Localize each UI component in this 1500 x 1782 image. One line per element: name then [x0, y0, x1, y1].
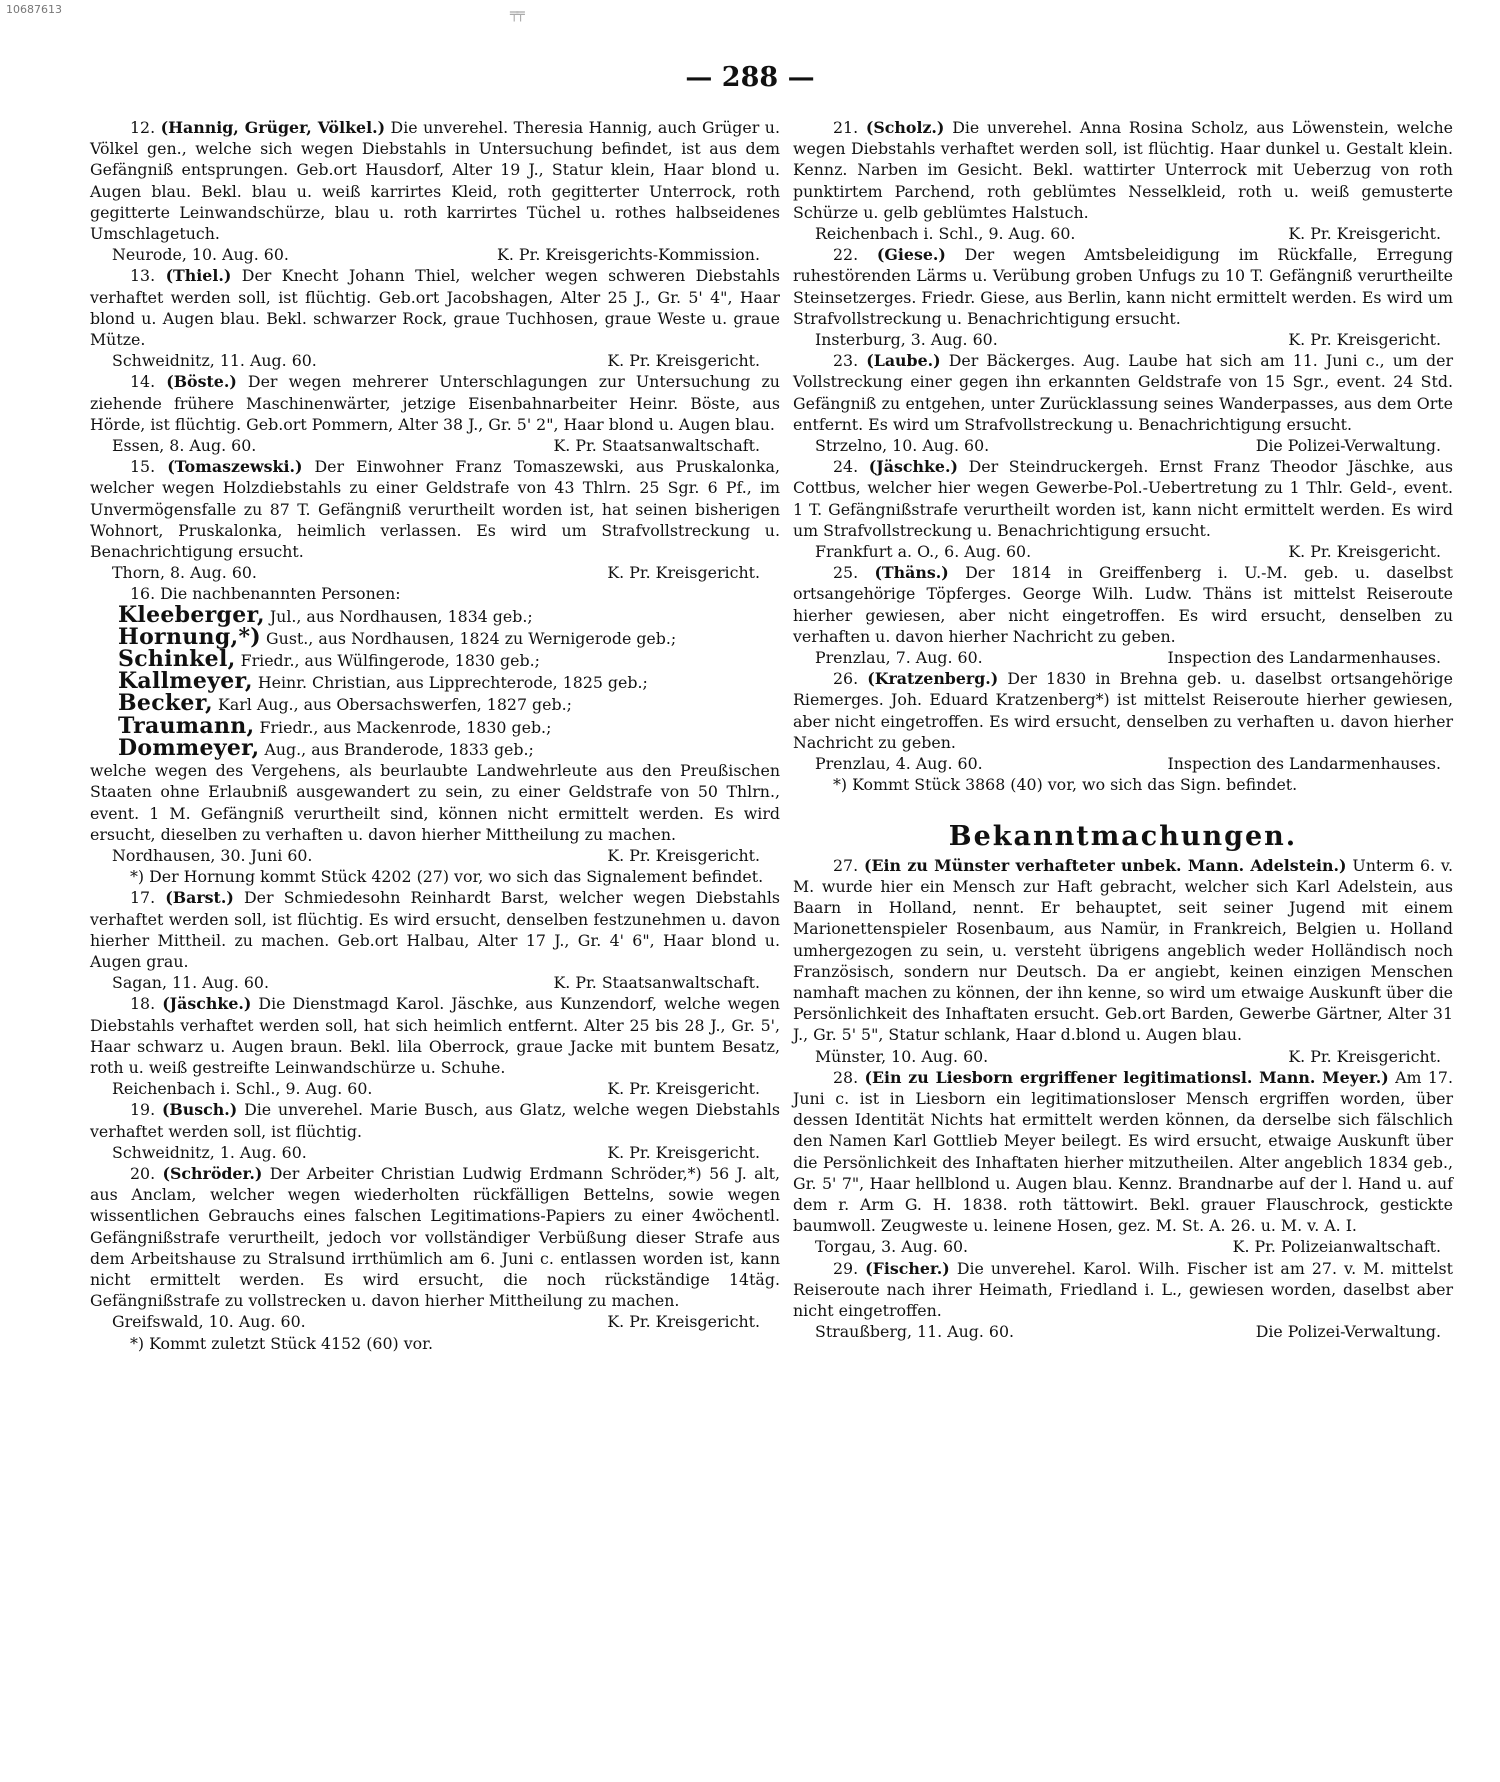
entry-authority: Inspection des Landarmenhauses.: [1167, 754, 1441, 774]
notice-entry: [90, 1163, 780, 1354]
entry-authority: K. Pr. Kreisgericht.: [1288, 330, 1441, 350]
entry-text: Die unverehel. Theresia Hannig, auch Grüger u. Völkel gen., welche sich wegen Diebstahls in Untersuchung befindet, ist aus dem Gefängniß entsprungen. Geb.ort Hausdorf, Alter 19 J., Statur klein, Haar blond u. Augen blau. Bekl. blau u. weiß karrirtes Kleid, roth gegitterter Unterrock, roth gegitterte Leinwandschürze, blau u. roth karrirtes Tüchel u. rothes halbseidenes Umschlagetuch.: [90, 118, 780, 244]
entry-body: [793, 668, 1453, 753]
entry-text: Am 17. Juni c. ist in Liesborn ein legitimationsloser Mensch ergriffen worden, über dessen Identität Nichts hat ermittelt werden können, da derselbe sich fälschlich den Namen Karl Gottlieb Meyer beilegt. Es wird ersucht, etwaige Auskunft über die Persönlichkeit des Inhaftaten hierher mitzutheilen. Alter angeblich 1834 geb., Gr. 5' 7", Haar hellblond u. Augen blau. Kennz. Brandnarbe auf der l. Hand u. auf dem r. Arm G. H. 1838. roth tättowirt. Bekl. grauer Flauschrock, gestickte baumwoll. Zeugweste u. leinene Hosen, gez. M. St. A. 26. u. M. v. A. I.: [793, 1067, 1453, 1236]
right-column: [793, 117, 1453, 1342]
entry-authority: Inspection des Landarmenhauses.: [1167, 648, 1441, 668]
notice-entry: [793, 456, 1453, 562]
person-name: Kallmeyer,: [118, 668, 253, 695]
person-name: Schinkel,: [118, 646, 236, 673]
entry-heading: (Giese.): [876, 245, 946, 265]
entry-heading: (Schröder.): [162, 1163, 263, 1183]
person-details: Jul., aus Nordhausen, 1834 geb.;: [269, 606, 533, 626]
entry-number: 18.: [130, 994, 156, 1014]
entry-heading: (Böste.): [166, 372, 237, 392]
entry-number: 26.: [833, 669, 859, 689]
entry-text: Der Bäckerges. Aug. Laube hat sich am 11. Juni c., um der Vollstreckung einer gegen ihn erkannten Geldstrafe von 15 Sgr., event. 24 Std. Gefängniß zu entgehen, unter Zurücklassung seines Wanderpasses, aus dem Orte entfernt. Es wird um Strafvollstreckung u. Benachrichtigung ersucht.: [793, 351, 1453, 434]
entry-authority: Die Polizei-Verwaltung.: [1255, 436, 1441, 456]
entry-number: 14.: [130, 372, 156, 392]
entry-authority: K. Pr. Staatsanwaltschaft.: [553, 973, 760, 993]
entry-16-intro: 16. Die nachbenannten Personen:: [130, 584, 401, 604]
entry-heading: (Laube.): [866, 351, 941, 371]
entry-number: 20.: [130, 1163, 156, 1183]
person-details: Gust., aus Nordhausen, 1824 zu Wernigerode geb.;: [266, 628, 677, 648]
entry-authority: K. Pr. Kreisgericht.: [607, 1079, 760, 1099]
entry-signature: [793, 1236, 1453, 1257]
entry-place: Insterburg, 3. Aug. 60.: [815, 330, 998, 350]
notice-entry: [793, 668, 1453, 795]
notice-entry: [90, 117, 780, 265]
entry-signature: [793, 1321, 1453, 1342]
entry-text: Der 1830 in Brehna geb. u. daselbst ortsangehörige Riemerges. Joh. Eduard Kratzenberg*) ist mittelst Reiseroute hierher gewiesen, aber nicht eingetroffen. Es wird ersucht, denselben zu verhaften u. davon hierher Nachricht zu geben.: [793, 669, 1453, 752]
entry-heading: (Ein zu Liesborn ergriffener legitimationsl. Mann. Meyer.): [864, 1067, 1389, 1087]
entry-body: [793, 855, 1453, 1046]
entry-heading: (Busch.): [161, 1100, 238, 1120]
notice-entry: [90, 993, 780, 1099]
entry-body: [793, 350, 1453, 435]
entry-authority: K. Pr. Kreisgericht.: [607, 845, 760, 865]
entry-body: [90, 887, 780, 972]
entry-number: 29.: [833, 1258, 859, 1278]
notice-entry: [793, 117, 1453, 244]
notice-entry: [90, 1099, 780, 1163]
notice-entry: [793, 1067, 1453, 1258]
entry-signature: [90, 562, 780, 583]
notice-entry: [793, 350, 1453, 456]
entry-body: [793, 1067, 1453, 1237]
entry-place: Schweidnitz, 11. Aug. 60.: [112, 351, 317, 371]
person-details: Aug., aus Branderode, 1833 geb.;: [264, 739, 534, 759]
page-number: — 288 —: [685, 62, 815, 93]
entry-authority: K. Pr. Kreisgericht.: [607, 1142, 760, 1162]
entry-authority: K. Pr. Kreisgericht.: [1288, 1046, 1441, 1066]
entry-heading: (Ein zu Münster verhafteter unbek. Mann. Adelstein.): [864, 855, 1347, 875]
entry-16-text: welche wegen des Vergehens, als beurlaubte Landwehrleute aus den Preußischen Staaten ohne Erlaubniß ausgewandert zu sein, zu einer Geldstrafe von 50 Thlrn., event. 1 M. Gefängniß verurtheilt sind, können nicht ermittelt werden. Es wird ersucht, dieselben zu verhaften u. davon hierher Mittheilung zu machen.: [90, 761, 780, 844]
entry-signature: [793, 753, 1453, 774]
entry-place: Prenzlau, 4. Aug. 60.: [815, 754, 983, 774]
entry-heading: (Jäschke.): [162, 994, 252, 1014]
entry-heading: (Jäschke.): [868, 457, 958, 477]
entry-number: 22.: [833, 245, 859, 265]
entry-16-signature: [90, 845, 780, 866]
notice-entry: [793, 1258, 1453, 1343]
entry-text: Der Knecht Johann Thiel, welcher wegen schweren Diebstahls verhaftet werden soll, ist flüchtig. Geb.ort Jacobshagen, Alter 25 J., Gr. 5' 4", Haar blond u. Augen blau. Bekl. schwarzer Rock, graue Tuchhosen, graue Weste u. graue Mütze.: [90, 266, 780, 350]
notice-entry: [793, 855, 1453, 1067]
entry-signature: [90, 1311, 780, 1332]
entry-text: Die unverehel. Karol. Wilh. Fischer ist am 27. v. M. mittelst Reiseroute nach ihrer Heimath, Friedland i. L., gewiesen worden, daselbst aber nicht eingetroffen.: [793, 1258, 1453, 1320]
entry-body: [793, 456, 1453, 541]
entry-place: Reichenbach i. Schl., 9. Aug. 60.: [112, 1079, 373, 1099]
entry-heading: (Thiel.): [165, 266, 232, 286]
entry-text: Unterm 6. v. M. wurde hier ein Mensch zur Haft gebracht, welcher sich Karl Adelstein, aus Baarn in Holland, nennt. Er behauptet, seit seiner Jugend mit einem Marionettenspieler Rosenbaum, aus Namür, in Frankreich, Belgien u. Holland umhergezogen zu sein, u. versteht übrigens angeblich weder Holländisch noch Französisch, sondern nur Deutsch. Da er angiebt, keinen einzigen Menschen namhaft machen zu können, der ihn kenne, so wird um etwaige Auskunft über die Persönlichkeit des Inhaftaten ersucht. Geb.ort Barden, Gewerbe Gärtner, Alter 31 J., Gr. 5' 5", Statur schlank, Haar d.blond u. Augen blau.: [793, 855, 1453, 1045]
scan-id: 10687613: [6, 3, 62, 16]
entry-body: [90, 993, 780, 1078]
entry-body: [793, 1258, 1453, 1322]
person-details: Karl Aug., aus Obersachswerfen, 1827 geb.;: [218, 695, 572, 715]
entry-body: [793, 562, 1453, 647]
entry-body: [90, 265, 780, 350]
entry-text: Der wegen Amtsbeleidigung im Rückfalle, Erregung ruhestörenden Lärms u. Verübung groben Unfugs zu 10 T. Gefängniß verurtheilte Steinsetzerges. Friedr. Giese, aus Berlin, kann nicht ermittelt werden. Es wird um Strafvollstreckung u. Benachrichtigung ersucht.: [793, 245, 1453, 328]
entry-body: [90, 1163, 780, 1311]
entry-authority: K. Pr. Polizeianwaltschaft.: [1232, 1237, 1441, 1257]
entry-number: 15.: [130, 457, 156, 477]
entry-heading: (Tomaszewski.): [167, 457, 303, 477]
entry-place: Straußberg, 11. Aug. 60.: [815, 1322, 1015, 1342]
entry-body: [793, 244, 1453, 329]
person-name: Becker,: [118, 690, 213, 717]
notice-entry: [793, 244, 1453, 350]
entry-text: Der Einwohner Franz Tomaszewski, aus Pruskalonka, welcher wegen Holzdiebstahls zu einer Geldstrafe von 43 Thlrn. 25 Sgr. 6 Pf., im Unvermögensfalle zu 87 T. Gefängniß verurtheilt worden ist, hat seinen bisherigen Wohnort, Pruskalonka, heimlich verlassen. Es wird um Strafvollstreckung u. Benachrichtigung ersucht.: [90, 457, 780, 562]
entry-signature: [90, 1078, 780, 1099]
entry-text: Die Dienstmagd Karol. Jäschke, aus Kunzendorf, welche wegen Diebstahls verhaftet werden soll, hat sich heimlich entfernt. Alter 25 bis 28 J., Gr. 5', Haar schwarz u. Augen braun. Bekl. lila Oberrock, graue Jacke mit buntem Besatz, roth u. weiß gestreifte Leinwandschürze u. Schuhe.: [90, 994, 780, 1077]
entry-place: Prenzlau, 7. Aug. 60.: [815, 648, 983, 668]
entry-authority: K. Pr. Kreisgerichts-Kommission.: [497, 245, 760, 265]
entry-authority: K. Pr. Kreisgericht.: [607, 1312, 760, 1332]
entry-place: Thorn, 8. Aug. 60.: [112, 563, 257, 583]
notice-entry: [90, 456, 780, 583]
entry-text: Die unverehel. Marie Busch, aus Glatz, welche wegen Diebstahls verhaftet werden soll, ist flüchtig.: [90, 1100, 780, 1141]
entry-signature: [90, 244, 780, 265]
entry-authority: K. Pr. Kreisgericht.: [1288, 224, 1441, 244]
entry-signature: [90, 972, 780, 993]
entry-place: Essen, 8. Aug. 60.: [112, 436, 257, 456]
entry-place: Münster, 10. Aug. 60.: [815, 1046, 989, 1066]
person-item: [90, 734, 780, 761]
entry-body: [90, 1099, 780, 1141]
entry-number: 19.: [130, 1100, 156, 1120]
entry-signature: [90, 350, 780, 371]
persons-list: [90, 601, 780, 761]
entry-signature: [793, 1046, 1453, 1067]
entry-number: 25.: [833, 563, 859, 583]
entry-heading: (Kratzenberg.): [867, 669, 999, 689]
entry-place: Neurode, 10. Aug. 60.: [112, 245, 289, 265]
entry-text: Der Schmiedesohn Reinhardt Barst, welcher wegen Diebstahls verhaftet werden soll, ist flüchtig. Es wird ersucht, denselben festzunehmen u. davon hierher Mittheil. zu machen. Geb.ort Halbau, Alter 17 J., Gr. 4' 6", Haar blond u. Augen grau.: [90, 888, 780, 971]
entry-signature: [90, 1142, 780, 1163]
entry-authority: Die Polizei-Verwaltung.: [1255, 1322, 1441, 1342]
entry-signature: [793, 647, 1453, 668]
entry-authority: K. Pr. Kreisgericht.: [607, 563, 760, 583]
entry-place: Greifswald, 10. Aug. 60.: [112, 1312, 306, 1332]
notice-entry: [90, 371, 780, 456]
entry-place: Schweidnitz, 1. Aug. 60.: [112, 1142, 307, 1162]
entry-number: 17.: [130, 888, 156, 908]
entry-16-footnote: *) Der Hornung kommt Stück 4202 (27) vor, wo sich das Signalement befindet.: [130, 867, 764, 887]
entry-place: Sagan, 11. Aug. 60.: [112, 973, 269, 993]
entry-place: Frankfurt a. O., 6. Aug. 60.: [815, 542, 1032, 562]
entry-text: Der Arbeiter Christian Ludwig Erdmann Schröder,*) 56 J. alt, aus Anclam, welcher wegen wiederholten rückfälligen Bettelns, sowie wegen wissentlichen Gebrauchs eines falschen Legitimations-Papiers zu einer 4wöchentl. Gefängnißstrafe verurtheilt, jedoch vor vollständiger Verbüßung dieser Strafe aus dem Arbeitshause zu Stralsund irrthümlich am 6. Juni c. entlassen worden ist, kann nicht ermittelt werden. Es wird ersucht, die noch rückständige 14täg. Gefängnißstrafe zu vollstrecken u. davon hierher Mittheilung zu machen.: [90, 1163, 781, 1311]
entry-body: [793, 117, 1453, 223]
entry-number: 27.: [833, 855, 859, 875]
entry-place: Nordhausen, 30. Juni 60.: [112, 845, 313, 865]
entry-text: Die unverehel. Anna Rosina Scholz, aus Löwenstein, welche wegen Diebstahls verhaftet werden soll, ist flüchtig. Haar dunkel u. Gestalt klein. Kennz. Narben im Gesicht. Bekl. wattirter Unterrock mit Ueberzug von roth punktirtem Parchend, roth geblümtes Nesselkleid, roth u. weiß gemusterte Schürze u. gelb geblümtes Halstuch.: [793, 118, 1454, 222]
entry-signature: [90, 435, 780, 456]
entry-number: 28.: [833, 1067, 859, 1087]
notice-entry: [90, 887, 780, 993]
notice-entry: [90, 265, 780, 371]
entry-number: 23.: [833, 351, 859, 371]
entry-signature: [793, 435, 1453, 456]
entry-footnote: *) Kommt zuletzt Stück 4152 (60) vor.: [130, 1333, 433, 1353]
entry-body: [90, 456, 780, 562]
entry-body: [90, 371, 780, 435]
entry-16: [90, 583, 780, 887]
entry-authority: K. Pr. Kreisgericht.: [1288, 542, 1441, 562]
entry-footnote: *) Kommt Stück 3868 (40) vor, wo sich das Sign. befindet.: [833, 775, 1298, 795]
left-column: [90, 117, 780, 1354]
entry-signature: [793, 329, 1453, 350]
entry-heading: (Scholz.): [865, 118, 945, 137]
entry-place: Reichenbach i. Schl., 9. Aug. 60.: [815, 224, 1076, 244]
notice-entry: [793, 562, 1453, 668]
entry-authority: K. Pr. Staatsanwaltschaft.: [553, 436, 760, 456]
person-name: Kleeberger,: [118, 601, 265, 628]
entry-signature: [793, 223, 1453, 244]
ink-mark: ╤╤: [510, 6, 523, 22]
entry-heading: (Hannig, Grüger, Völkel.): [160, 118, 386, 137]
person-name: Traumann,: [118, 712, 255, 739]
entry-authority: K. Pr. Kreisgericht.: [607, 351, 760, 371]
entry-heading: (Thäns.): [874, 563, 949, 583]
entry-body: [90, 117, 780, 244]
entry-number: 13.: [130, 266, 156, 286]
entry-heading: (Fischer.): [865, 1258, 950, 1278]
section-title: Bekanntmachungen.: [948, 820, 1298, 852]
entry-text: Der wegen mehrerer Unterschlagungen zur Untersuchung zu ziehende frühere Maschinenwärter, jetzige Eisenbahnarbeiter Heinr. Böste, aus Hörde, ist flüchtig. Geb.ort Pommern, Alter 38 J., Gr. 5' 2", Haar blond u. Augen blau.: [90, 372, 780, 434]
entry-number: 12.: [130, 118, 156, 137]
entry-number: 24.: [833, 457, 859, 477]
entry-place: Torgau, 3. Aug. 60.: [815, 1237, 969, 1257]
person-details: Heinr. Christian, aus Lipprechterode, 1825 geb.;: [257, 673, 648, 693]
entry-text: Der 1814 in Greiffenberg i. U.-M. geb. u. daselbst ortsangehörige Töpferges. George Wilh. Ludw. Thäns ist mittelst Reiseroute hierher gewiesen, aber nicht eingetroffen. Es wird ersucht, denselben zu verhaften u. davon hierher Nachricht zu geben.: [793, 563, 1453, 646]
person-name: Dommeyer,: [118, 734, 260, 761]
entry-number: 21.: [833, 118, 859, 137]
entry-place: Strzelno, 10. Aug. 60.: [815, 436, 990, 456]
entry-text: Der Steindruckergeh. Ernst Franz Theodor Jäschke, aus Cottbus, welcher hier wegen Gewerbe-Pol.-Uebertretung zu 1 Thlr. Geld-, event. 1 T. Gefängnißstrafe verurtheilt worden ist, kann nicht ermittelt werden. Es wird um Strafvollstreckung u. Benachrichtigung ersucht.: [793, 457, 1453, 540]
person-name: Hornung,*): [118, 623, 261, 650]
entry-signature: [793, 541, 1453, 562]
person-details: Friedr., aus Mackenrode, 1830 geb.;: [259, 717, 552, 737]
entry-heading: (Barst.): [165, 888, 234, 908]
person-details: Friedr., aus Wülfingerode, 1830 geb.;: [240, 651, 540, 671]
